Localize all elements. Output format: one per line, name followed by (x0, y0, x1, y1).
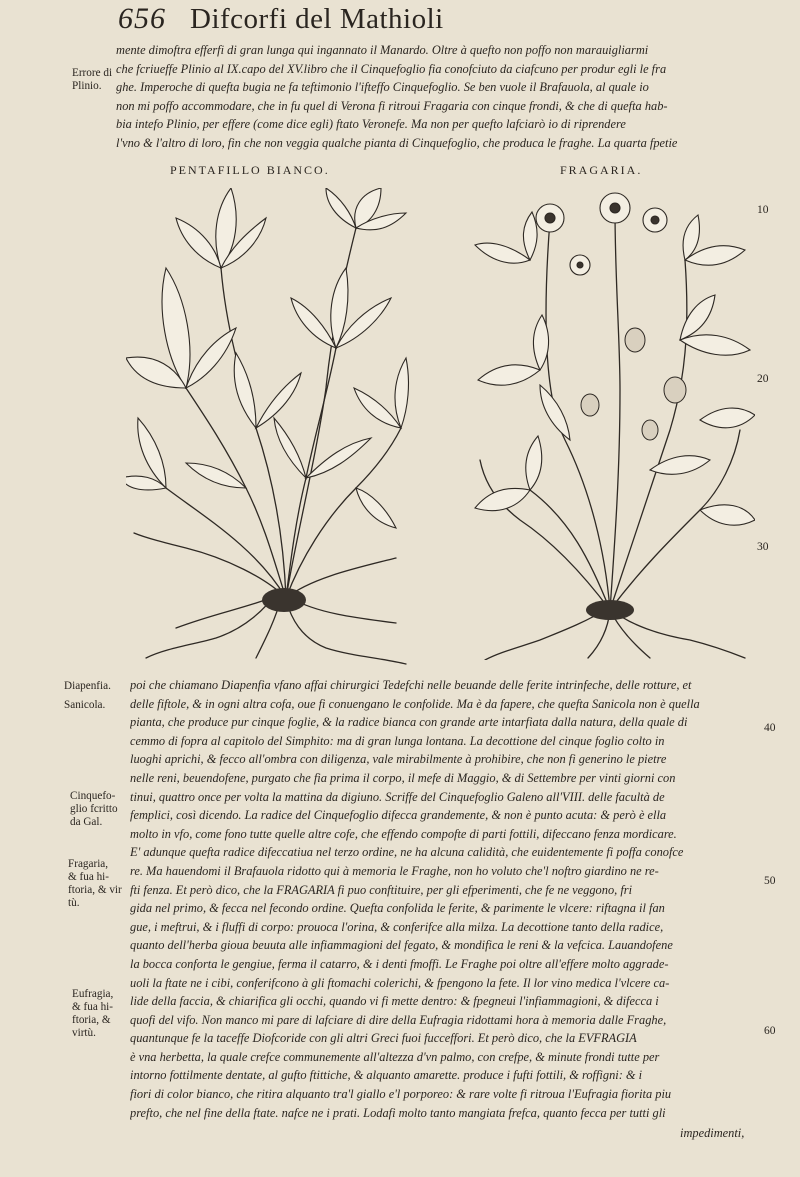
margin-note-fragaria (68, 858, 122, 910)
pentafillo-woodcut (126, 188, 412, 666)
text-line: fiori di color bianco, che ritira alquanto tra'l giallo e'l porporeo: & rare volte fi ritroua l'Eufragia fiorita piu (130, 1087, 672, 1102)
text-line: re. Ma hauendomi il Brafauola ridotto qui à memoria le Fraghe, non ho voluto che'l noftro giardino ne re- (130, 863, 659, 878)
margin-note-line: Errore di (72, 67, 113, 79)
text-line: delle fiftole, & in ogni altra cofa, oue fi conuengano le confolide. Ma è da fapere, che quefta Sanicola non è quella (130, 696, 700, 711)
text-line: che fcriueffe Plinio al IX.capo del XV.libro che il Cinquefoglio fia conofciuto da ciafcuno per produr egli le fra (116, 61, 667, 76)
text-line: pianta, che produce pur cinque foglie, & la radice bianca con grande arte intarfiata dalla natura, della quale di (130, 715, 688, 730)
margin-note-line: da Gal. (70, 816, 103, 828)
text-line: ghe. Imperoche di quefta bugia ne fa teftimonio l'ifteffo Cinquefoglio. Se ben vuole il Brafauola, al quale io (116, 80, 649, 95)
text-line: femplici, così dicendo. La radice del Cinquefoglio difecca grandemente, & non è punto acuta: & però è ella (130, 808, 667, 823)
running-head (118, 2, 444, 42)
text-line: bia intefo Plinio, per effere (come dice egli) ftato Veronefe. Ma non per quefto lafciarò io di riprendere (116, 117, 626, 132)
text-line: è vna herbetta, la quale crefce communemente all'altezza d'vn palmo, con crefpe, & minute frondi tutte per (130, 1049, 660, 1064)
text-line: cemmo di fopra al capitolo del Simphito: ma di gran lunga lontana. La decottione del cinque foglio colto in (130, 733, 665, 748)
page-number: 656 (118, 2, 166, 35)
margin-note-line: Fragaria, (68, 858, 109, 870)
text-line: fti fenza. Et però dico, che la FRAGARIA fi puo conftituire, per gli efperimenti, che fe ne veggono, fri (130, 882, 633, 897)
margin-note-errore (72, 67, 112, 93)
margin-note-diapensia (64, 680, 111, 712)
main-text (130, 676, 700, 1122)
margin-note-line: Plinio. (72, 80, 102, 92)
margin-note-cinquefoglio (70, 790, 118, 829)
line-marker: 30 (757, 541, 769, 553)
line-marker: 50 (764, 875, 776, 887)
margin-note-eufragia (72, 988, 113, 1040)
line-marker: 40 (764, 722, 776, 734)
text-line: quofi del vifo. Non manco mi pare di lafciare di dire della Eufragia ridottami hora à memoria dalle Fraghe, (130, 1012, 667, 1027)
text-line: gue, i meftrui, & i fluffi di corpo: prouoca l'orina, & conferifce alla milza. La decottione tanto della radice, (130, 919, 664, 934)
text-line: l'vno & l'altro di loro, fin che non veggia qualche pianta di Cinquefoglio, che produca le fraghe. La quarta fpetie (116, 135, 678, 150)
margin-note-line: Eufragia, (72, 988, 114, 1000)
text-line: tinui, quattro once per volta la mattina da digiuno. Scriffe del Cinquefoglio Galeno all'VIII. delle facultà de (130, 789, 665, 804)
margin-note-line: virtù. (72, 1027, 96, 1039)
margin-note-line: & fua hi- (68, 871, 110, 883)
running-title: Difcorfi del Mathioli (190, 3, 444, 35)
margin-note-line: ftoria, & vir (68, 884, 122, 896)
text-line: intorno fottilmente dentate, al gufto ftittiche, & alquanto amarette. produce i fufti fottili, & roffigni: & i (130, 1068, 643, 1083)
text-line: non mi poffo accommodare, che in fu quel di Verona fi ritroui Fragaria con cinque frondi, & che di quefta hab- (116, 98, 668, 113)
margin-note-line: Diapenfia. (64, 680, 111, 692)
text-line: E' adunque quefta radice difeccatiua nel terzo ordine, ne ha alcuna calidità, che euidentemente fi poffa conofce (130, 845, 684, 860)
top-paragraph (116, 41, 677, 153)
margin-note-line: & fua hi- (72, 1001, 114, 1013)
text-line: lide della faccia, & chiarifica gli occhi, quando vi fi mette dentro: & fpegneui l'infiammagioni, & difecca i (130, 994, 659, 1009)
text-line: uoli la ftate ne i cibi, conferifcono à gli ftomachi colerichi, & fpengono la fete. Il lor vino medica l'vlcere ca- (130, 975, 670, 990)
line-marker: 20 (757, 373, 769, 385)
text-line: nelle reni, beuendofene, purgato che fia prima il corpo, il mefe di Maggio, & di Settembre per vinti giorni con (130, 770, 676, 785)
text-line: molto in vfo, come fono tutte quelle altre cofe, che effendo compofte di parti fottili, difeccano fenza mordicare. (130, 826, 677, 841)
text-line: poi che chiamano Diapenfia vfano affai chirurgici Tedefchi nelle beuande delle ferite intrinfeche, delle rotture, et (130, 678, 692, 692)
text-line: prefto, che nel fine della ftate. nafce ne i prati. Lodafi molto tanto mangiata frefca, quanto fecca per tutti gli (130, 1105, 666, 1120)
catchword: impedimenti, (680, 1126, 745, 1140)
text-line: la bocca conforta le gengiue, ferma il catarro, & i denti fmoffi. Le Fraghe poi oltre all'effere molto aggrade- (130, 956, 669, 971)
text-line: quanto dell'herba gioua beuuta alle infiammagioni del fegato, & mondifica le reni & la vefcica. Lauandofene (130, 938, 673, 953)
caption-pentafillo: PENTAFILLO BIANCO. (170, 163, 330, 177)
margin-note-line: tù. (68, 897, 80, 909)
caption-fragaria: FRAGARIA. (560, 163, 643, 177)
margin-note-line: glio fcritto (70, 803, 118, 815)
fragaria-woodcut (470, 190, 755, 660)
margin-note-line: Sanicola. (64, 699, 106, 711)
text-line: gida nel primo, & fecca nel fecondo ordine. Quefta confolida le ferite, & parimente le vlcere: riftagna il fan (130, 901, 665, 916)
margin-note-line: Cinquefo- (70, 790, 116, 802)
text-line: quantunque fe la taceffe Diofcoride con gli altri Greci fuoi fucceffori. Et però dico, che la EVFRAGIA (130, 1031, 637, 1046)
line-marker: 10 (757, 204, 769, 216)
margin-note-line: ftoria, & (72, 1014, 111, 1026)
text-line: mente dimoftra efferfi di gran lunga qui ingannato il Manardo. Oltre à quefto non poffo non marauigliarmi (116, 43, 649, 57)
line-marker: 60 (764, 1025, 776, 1037)
text-line: luoghi aprichi, & fecco all'ombra con diligenza, vale mirabilmente à prohibire, che non fi generino le pietre (130, 752, 667, 767)
